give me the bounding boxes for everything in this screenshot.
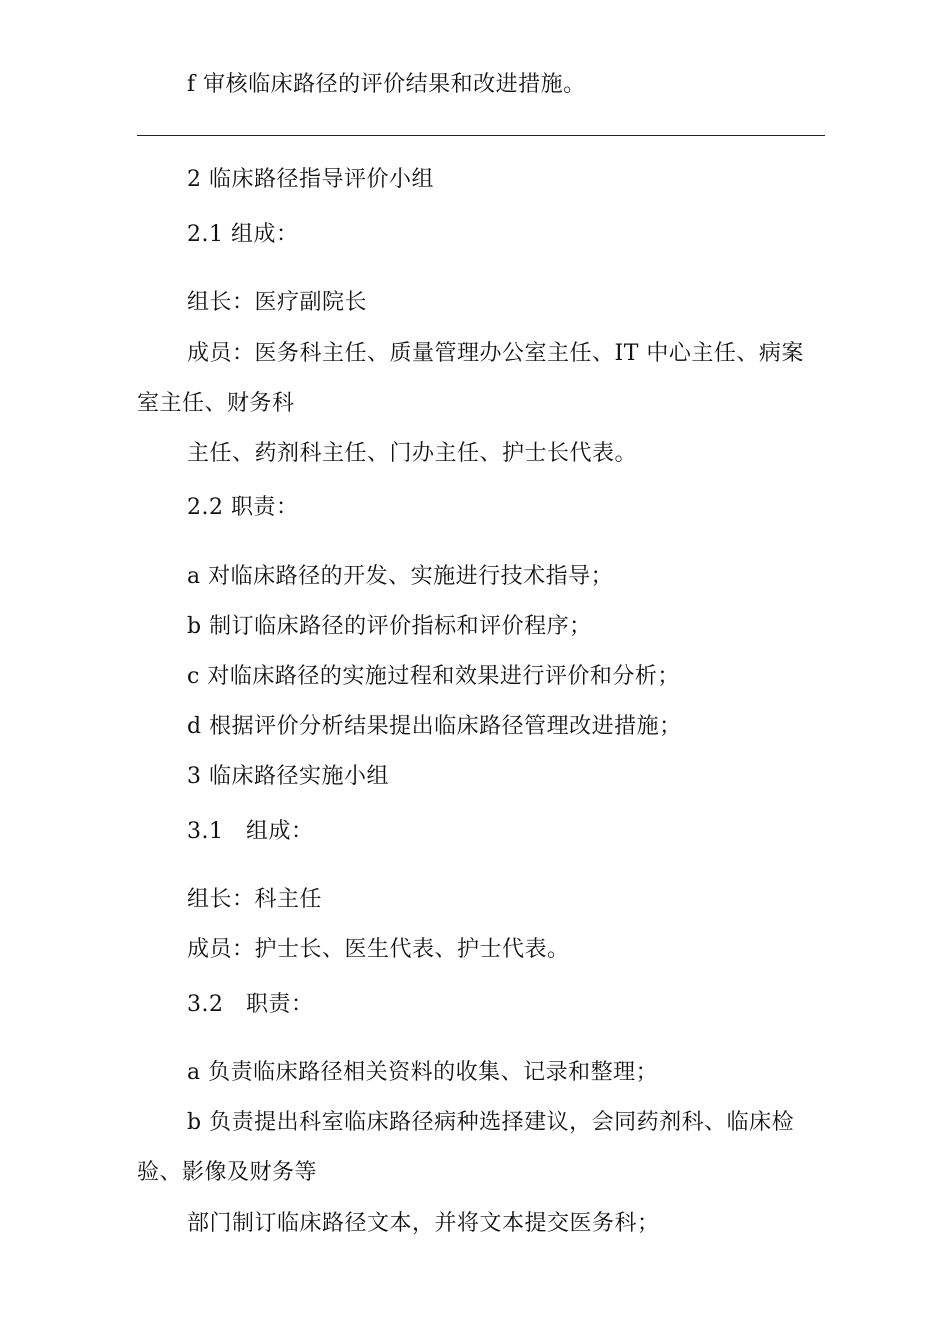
list-item: b 负责提出科室临床路径病种选择建议，会同药剂科、临床检 [187,1110,795,1135]
subsection-heading: 3.2 职责： [187,992,314,1017]
subsection-heading: 3.1 组成： [187,819,314,844]
text-line: f 审核临床路径的评价结果和改进措施。 [187,72,586,97]
text-line: 主任、药剂科主任、门办主任、护士长代表。 [187,441,638,466]
section-heading: 2 临床路径指导评价小组 [187,167,434,192]
text-line: 组长：科主任 [187,887,323,912]
horizontal-divider [137,135,825,136]
subsection-heading: 2.1 组成： [187,222,299,247]
text-line: 部门制订临床路径文本，并将文本提交医务科； [187,1211,660,1236]
list-item: a 负责临床路径相关资料的收集、记录和整理； [187,1060,659,1085]
subsection-heading: 2.2 职责： [187,495,299,520]
text-line: 验、影像及财务等 [137,1160,318,1185]
text-line: 成员：护士长、医生代表、护士代表。 [187,937,570,962]
list-item: a 对临床路径的开发、实施进行技术指导； [187,564,614,589]
section-heading: 3 临床路径实施小组 [187,764,389,789]
text-line: 成员：医务科主任、质量管理办公室主任、IT 中心主任、病案 [187,341,804,366]
text-line: 室主任、财务科 [137,391,295,416]
text-line: 组长：医疗副院长 [187,290,368,315]
list-item: c 对临床路径的实施过程和效果进行评价和分析； [187,664,680,689]
list-item: b 制订临床路径的评价指标和评价程序； [187,614,592,639]
list-item: d 根据评价分析结果提出临床路径管理改进措施； [187,714,682,739]
